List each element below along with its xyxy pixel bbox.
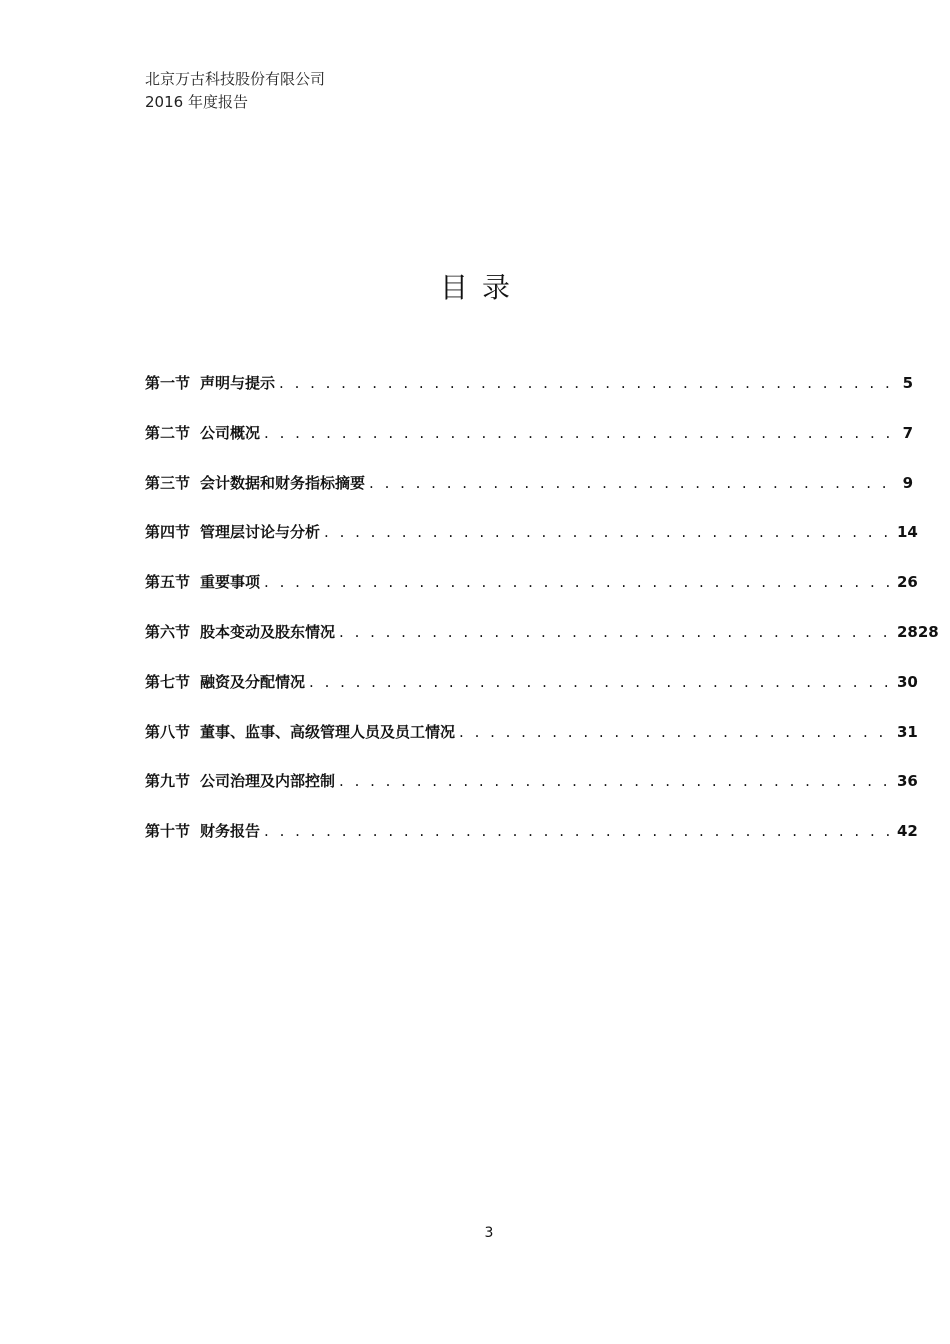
toc-section-number: 第五节 (145, 573, 191, 592)
toc-entry-label (145, 422, 260, 443)
toc-entry-10[interactable] (145, 820, 918, 870)
toc-entry-label (145, 372, 275, 393)
toc-section-name: 会计数据和财务指标摘要 (200, 473, 366, 492)
toc-section-number: 第十节 (145, 822, 191, 841)
toc-dot-leader (339, 623, 893, 641)
toc-entry-9[interactable] (145, 770, 918, 820)
toc-dot-leader (264, 424, 893, 442)
toc-page-number: 26 (897, 573, 918, 592)
toc-entry-6[interactable] (145, 621, 939, 671)
toc-section-name: 融资及分配情况 (200, 672, 306, 691)
toc-section-number: 第四节 (145, 523, 191, 542)
toc-dot-leader (309, 673, 893, 691)
toc-section-name: 管理层讨论与分析 (200, 523, 321, 542)
toc-entry-label (145, 621, 335, 642)
toc-page-number: 9 (902, 473, 913, 492)
toc-page-number: 31 (897, 722, 918, 741)
toc-entry-label (145, 671, 305, 692)
toc-entry-label (145, 820, 260, 841)
toc-dot-leader (264, 573, 893, 591)
toc-entry-label (145, 571, 260, 592)
page-header (145, 68, 325, 114)
toc-dot-leader (279, 374, 893, 392)
toc-dot-leader (339, 772, 893, 790)
toc-dot-leader (369, 474, 893, 492)
toc-entry-2[interactable] (145, 422, 913, 472)
table-of-contents (145, 372, 939, 870)
toc-section-number: 第二节 (145, 423, 191, 442)
toc-page-number: 5 (902, 374, 913, 392)
toc-section-name: 重要事项 (200, 573, 261, 592)
toc-entry-label (145, 521, 320, 542)
toc-entry-label (145, 472, 365, 493)
toc-entry-8[interactable] (145, 721, 918, 771)
toc-dot-leader (324, 523, 893, 541)
toc-section-number: 第七节 (145, 672, 191, 691)
toc-entry-7[interactable] (145, 671, 918, 721)
toc-section-name: 股本变动及股东情况 (200, 622, 336, 641)
toc-section-number: 第一节 (145, 374, 191, 392)
toc-page-number: 36 (897, 772, 918, 791)
toc-section-number: 第八节 (145, 722, 191, 741)
toc-section-number: 第九节 (145, 772, 191, 791)
toc-entry-label (145, 770, 335, 791)
page-number: 3 (484, 1225, 494, 1241)
toc-page-number: 7 (902, 423, 913, 442)
toc-page-number: 2828 (897, 622, 939, 641)
toc-section-name: 声明与提示 (200, 374, 276, 392)
toc-page-number: 14 (897, 523, 918, 542)
report-title: 2016 年度报告 (145, 93, 248, 111)
toc-page-number: 42 (897, 822, 918, 841)
toc-entry-1[interactable] (145, 372, 913, 422)
toc-entry-5[interactable] (145, 571, 918, 621)
toc-section-name: 财务报告 (200, 822, 261, 841)
toc-section-number: 第六节 (145, 622, 191, 641)
toc-entry-label (145, 721, 455, 742)
toc-section-name: 公司治理及内部控制 (200, 772, 336, 791)
toc-section-name: 董事、监事、高级管理人员及员工情况 (200, 722, 456, 741)
toc-dot-leader (459, 723, 893, 741)
toc-page-number: 30 (897, 672, 918, 691)
toc-dot-leader (264, 822, 893, 840)
toc-entry-3[interactable] (145, 472, 913, 522)
toc-entry-4[interactable] (145, 521, 918, 571)
company-name: 北京万古科技股份有限公司 (145, 70, 326, 88)
toc-section-name: 公司概况 (200, 423, 261, 442)
toc-title: 目录 (439, 271, 524, 304)
toc-section-number: 第三节 (145, 473, 191, 492)
